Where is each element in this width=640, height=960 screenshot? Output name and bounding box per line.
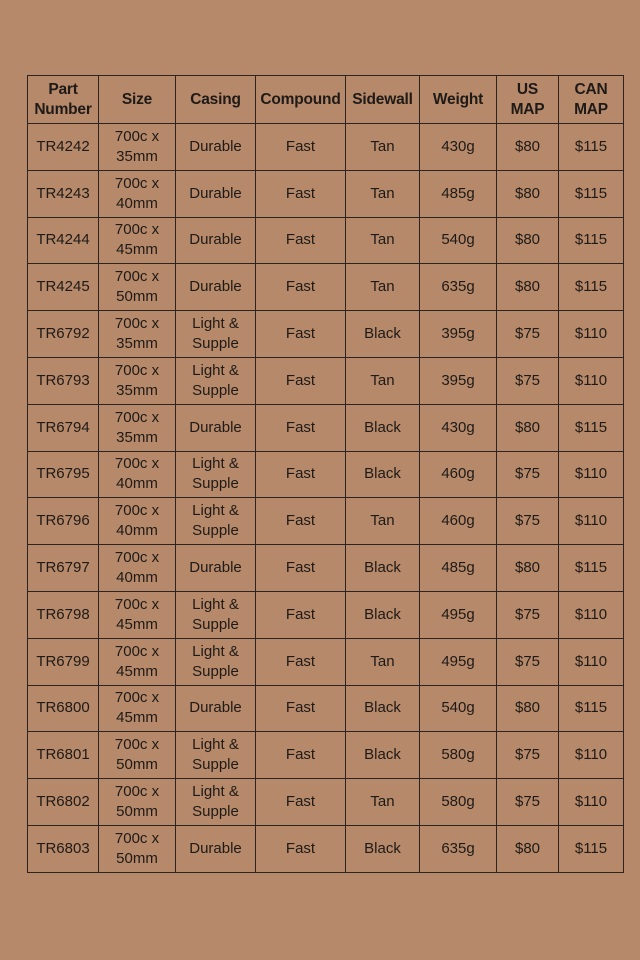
header-weight: Weight [420,76,497,124]
can-map-cell: $110 [559,498,624,545]
table-body [28,124,624,873]
weight-cell: 580g [420,732,497,779]
sidewall-cell: Black [346,685,420,732]
casing-cell: Durable [176,217,256,264]
header-row [28,76,624,124]
header-compound: Compound [256,76,346,124]
sidewall-cell: Tan [346,498,420,545]
sidewall-cell: Black [346,311,420,358]
compound-cell: Fast [256,170,346,217]
casing-cell: Durable [176,825,256,872]
table-row [28,451,624,498]
sidewall-cell: Tan [346,638,420,685]
can-map-cell: $110 [559,311,624,358]
weight-cell: 395g [420,357,497,404]
sidewall-cell: Black [346,404,420,451]
can-map-cell: $110 [559,451,624,498]
casing-cell: Light & Supple [176,732,256,779]
weight-cell: 430g [420,124,497,171]
sidewall-cell: Black [346,591,420,638]
compound-cell: Fast [256,591,346,638]
us-map-cell: $75 [497,591,559,638]
table-row [28,638,624,685]
casing-cell: Light & Supple [176,357,256,404]
table-row [28,732,624,779]
sidewall-cell: Black [346,545,420,592]
weight-cell: 395g [420,311,497,358]
tire-spec-table [27,75,624,873]
compound-cell: Fast [256,732,346,779]
us-map-cell: $80 [497,264,559,311]
can-map-cell: $115 [559,170,624,217]
us-map-cell: $80 [497,685,559,732]
part-number-cell: TR4242 [28,124,99,171]
size-cell: 700c x 40mm [99,498,176,545]
compound-cell: Fast [256,638,346,685]
weight-cell: 495g [420,591,497,638]
compound-cell: Fast [256,404,346,451]
part-number-cell: TR6799 [28,638,99,685]
part-number-cell: TR4245 [28,264,99,311]
us-map-cell: $75 [497,732,559,779]
size-cell: 700c x 45mm [99,217,176,264]
sidewall-cell: Tan [346,357,420,404]
can-map-cell: $115 [559,685,624,732]
header-part-number: Part Number [28,76,99,124]
size-cell: 700c x 40mm [99,170,176,217]
part-number-cell: TR6796 [28,498,99,545]
compound-cell: Fast [256,311,346,358]
sidewall-cell: Tan [346,124,420,171]
table-row [28,498,624,545]
table-row [28,545,624,592]
us-map-cell: $75 [497,357,559,404]
compound-cell: Fast [256,264,346,311]
casing-cell: Durable [176,124,256,171]
part-number-cell: TR4244 [28,217,99,264]
sidewall-cell: Black [346,451,420,498]
us-map-cell: $80 [497,217,559,264]
weight-cell: 485g [420,170,497,217]
can-map-cell: $115 [559,217,624,264]
compound-cell: Fast [256,545,346,592]
sidewall-cell: Black [346,825,420,872]
part-number-cell: TR6801 [28,732,99,779]
weight-cell: 540g [420,685,497,732]
compound-cell: Fast [256,825,346,872]
us-map-cell: $75 [497,311,559,358]
can-map-cell: $115 [559,124,624,171]
can-map-cell: $110 [559,591,624,638]
table-row [28,170,624,217]
table-row [28,217,624,264]
casing-cell: Durable [176,264,256,311]
can-map-cell: $110 [559,779,624,826]
casing-cell: Light & Supple [176,311,256,358]
compound-cell: Fast [256,217,346,264]
table-row [28,779,624,826]
part-number-cell: TR6802 [28,779,99,826]
weight-cell: 495g [420,638,497,685]
part-number-cell: TR6795 [28,451,99,498]
can-map-cell: $110 [559,357,624,404]
part-number-cell: TR4243 [28,170,99,217]
weight-cell: 580g [420,779,497,826]
weight-cell: 430g [420,404,497,451]
size-cell: 700c x 45mm [99,591,176,638]
table-row [28,825,624,872]
part-number-cell: TR6793 [28,357,99,404]
sidewall-cell: Tan [346,779,420,826]
size-cell: 700c x 35mm [99,311,176,358]
size-cell: 700c x 35mm [99,404,176,451]
us-map-cell: $80 [497,124,559,171]
size-cell: 700c x 45mm [99,685,176,732]
table-row [28,124,624,171]
compound-cell: Fast [256,124,346,171]
can-map-cell: $110 [559,638,624,685]
can-map-cell: $115 [559,545,624,592]
us-map-cell: $75 [497,638,559,685]
us-map-cell: $80 [497,404,559,451]
sidewall-cell: Tan [346,170,420,217]
size-cell: 700c x 35mm [99,124,176,171]
casing-cell: Light & Supple [176,779,256,826]
part-number-cell: TR6798 [28,591,99,638]
header-us-map: US MAP [497,76,559,124]
us-map-cell: $80 [497,825,559,872]
size-cell: 700c x 50mm [99,825,176,872]
size-cell: 700c x 40mm [99,451,176,498]
weight-cell: 635g [420,825,497,872]
table-row [28,591,624,638]
casing-cell: Light & Supple [176,498,256,545]
table-row [28,685,624,732]
weight-cell: 540g [420,217,497,264]
casing-cell: Durable [176,404,256,451]
part-number-cell: TR6794 [28,404,99,451]
part-number-cell: TR6792 [28,311,99,358]
weight-cell: 635g [420,264,497,311]
can-map-cell: $110 [559,732,624,779]
can-map-cell: $115 [559,404,624,451]
sidewall-cell: Tan [346,264,420,311]
casing-cell: Light & Supple [176,638,256,685]
weight-cell: 460g [420,498,497,545]
size-cell: 700c x 50mm [99,264,176,311]
table-row [28,357,624,404]
us-map-cell: $75 [497,451,559,498]
casing-cell: Durable [176,170,256,217]
table-row [28,404,624,451]
can-map-cell: $115 [559,264,624,311]
us-map-cell: $75 [497,498,559,545]
header-casing: Casing [176,76,256,124]
casing-cell: Durable [176,545,256,592]
part-number-cell: TR6800 [28,685,99,732]
size-cell: 700c x 50mm [99,732,176,779]
header-size: Size [99,76,176,124]
us-map-cell: $75 [497,779,559,826]
compound-cell: Fast [256,451,346,498]
size-cell: 700c x 45mm [99,638,176,685]
part-number-cell: TR6797 [28,545,99,592]
weight-cell: 460g [420,451,497,498]
size-cell: 700c x 50mm [99,779,176,826]
casing-cell: Light & Supple [176,591,256,638]
us-map-cell: $80 [497,545,559,592]
part-number-cell: TR6803 [28,825,99,872]
table-row [28,311,624,358]
compound-cell: Fast [256,779,346,826]
sidewall-cell: Black [346,732,420,779]
table-row [28,264,624,311]
size-cell: 700c x 40mm [99,545,176,592]
header-can-map: CAN MAP [559,76,624,124]
sidewall-cell: Tan [346,217,420,264]
can-map-cell: $115 [559,825,624,872]
compound-cell: Fast [256,498,346,545]
casing-cell: Light & Supple [176,451,256,498]
casing-cell: Durable [176,685,256,732]
header-sidewall: Sidewall [346,76,420,124]
weight-cell: 485g [420,545,497,592]
compound-cell: Fast [256,685,346,732]
size-cell: 700c x 35mm [99,357,176,404]
compound-cell: Fast [256,357,346,404]
us-map-cell: $80 [497,170,559,217]
